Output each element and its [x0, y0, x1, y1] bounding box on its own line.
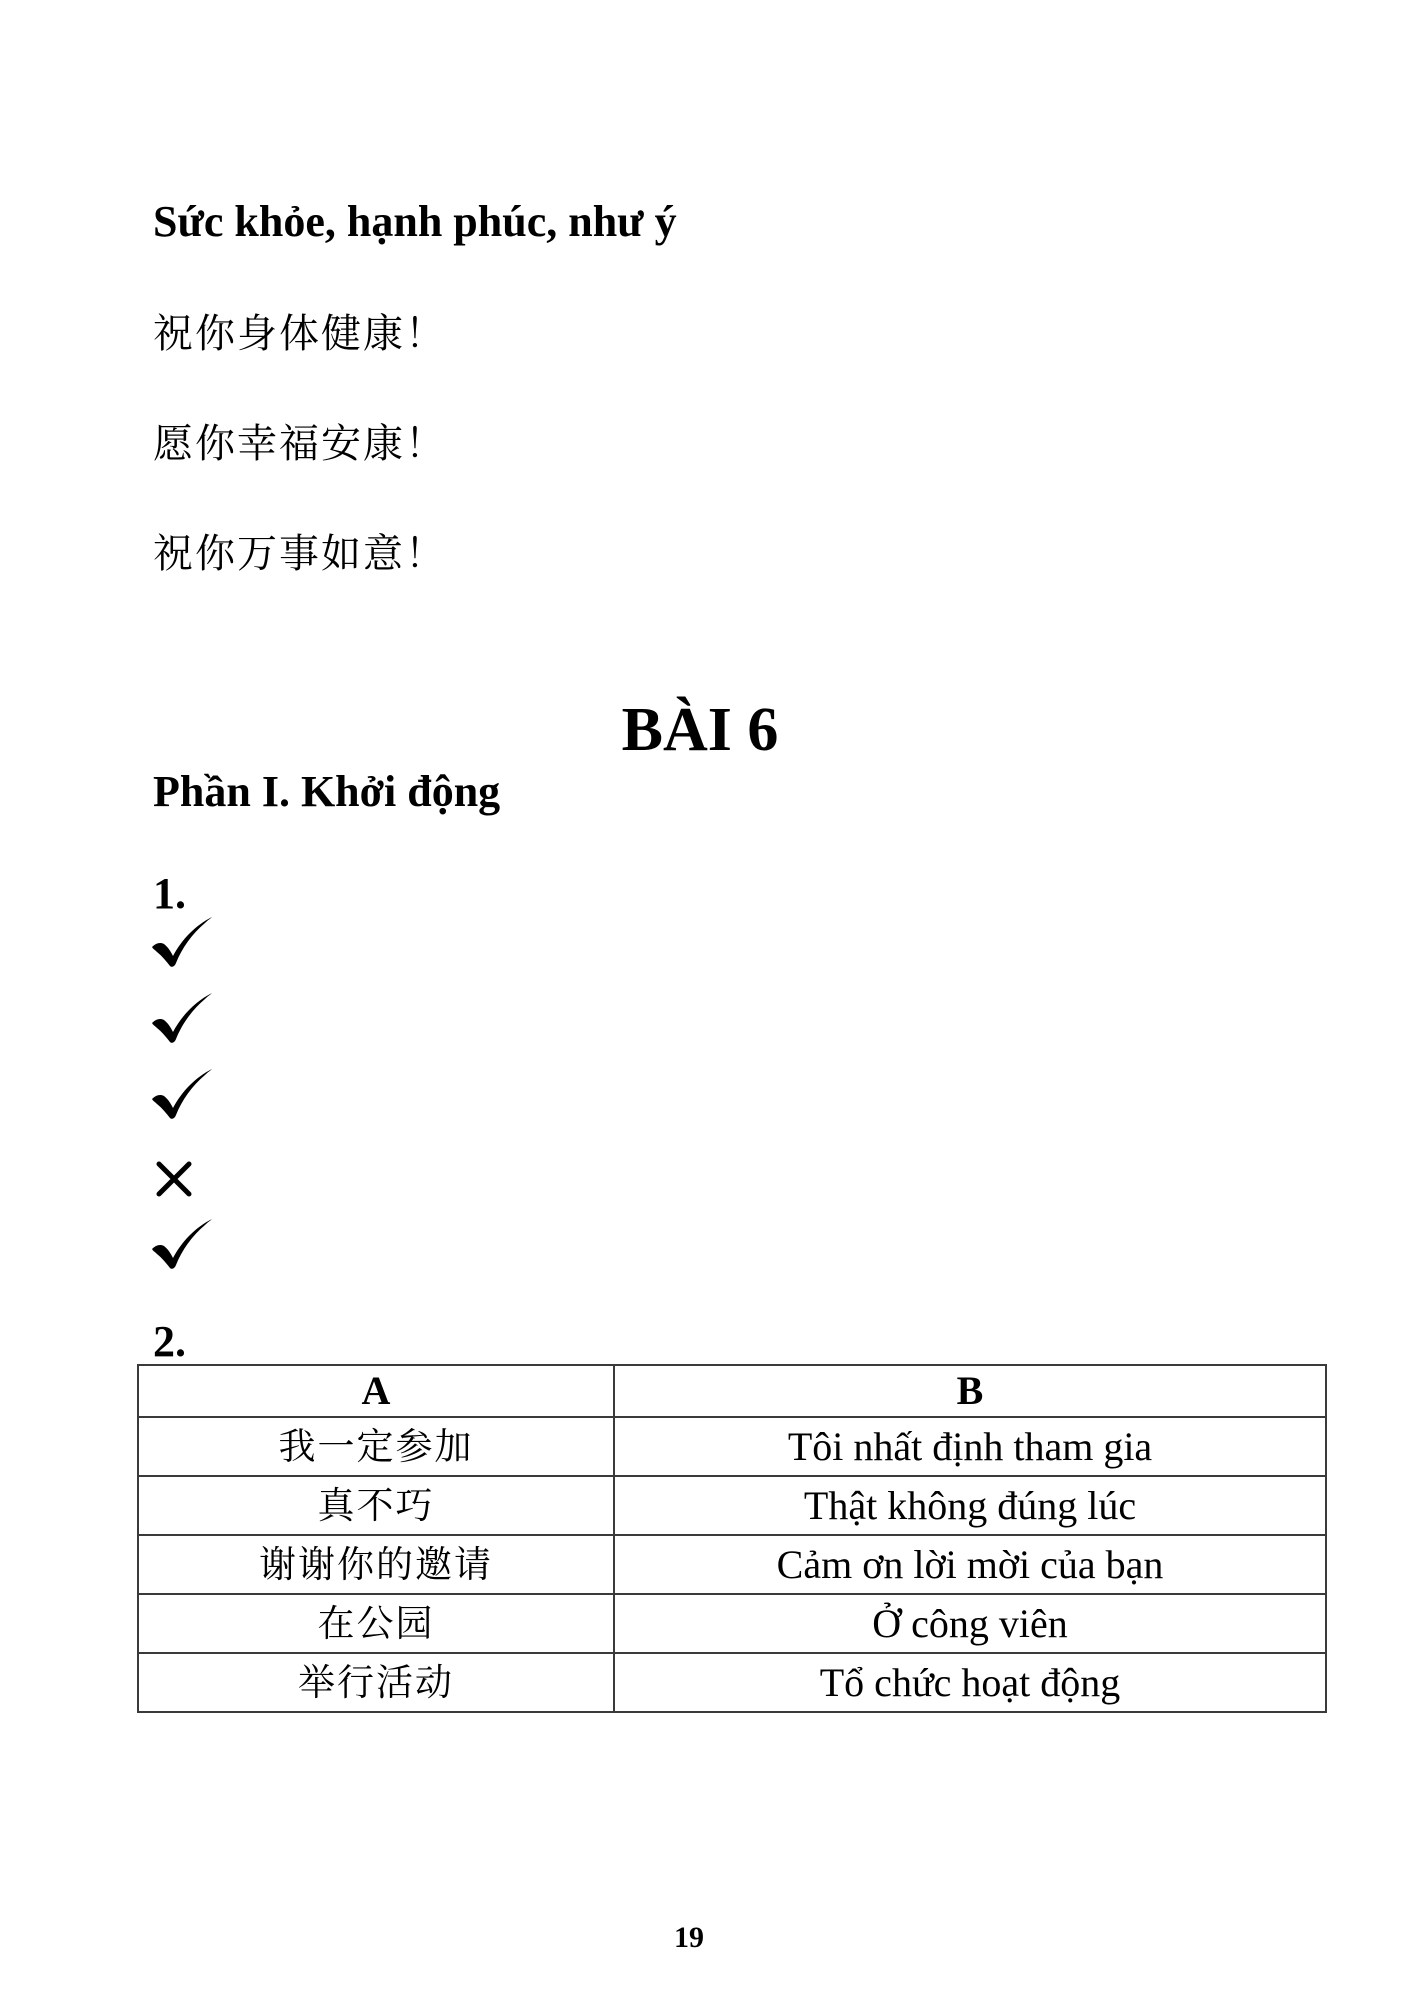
vietnamese-meaning-cell: Ở công viên — [614, 1594, 1326, 1653]
table-header-row — [138, 1365, 1326, 1417]
vietnamese-meaning-cell: Tôi nhất định tham gia — [614, 1417, 1326, 1476]
chinese-phrase-cell: 我一定参加 — [138, 1417, 614, 1476]
column-header-a: A — [138, 1365, 614, 1417]
check-icon — [150, 915, 214, 969]
vietnamese-meaning-cell: Tổ chức hoạt động — [614, 1653, 1326, 1712]
check-icon — [150, 1067, 214, 1121]
page-number: 19 — [674, 1921, 704, 1954]
greeting-heading: Sức khỏe, hạnh phúc, như ý — [153, 197, 677, 246]
table-row — [138, 1653, 1326, 1712]
table-row — [138, 1476, 1326, 1535]
exercise-1-number: 1. — [153, 869, 186, 918]
chinese-greeting-line: 祝你身体健康！ — [153, 311, 447, 357]
table-row — [138, 1417, 1326, 1476]
column-header-b: B — [614, 1365, 1326, 1417]
cross-icon — [155, 1160, 193, 1198]
vietnamese-meaning-cell: Cảm ơn lời mời của bạn — [614, 1535, 1326, 1594]
chinese-phrase-cell: 举行活动 — [138, 1653, 614, 1712]
chinese-greeting-line: 愿你幸福安康！ — [153, 421, 447, 467]
check-icon — [150, 1217, 214, 1271]
table-row — [138, 1594, 1326, 1653]
section-title: Phần I. Khởi động — [153, 767, 501, 816]
matching-table — [137, 1364, 1327, 1713]
chinese-phrase-cell: 在公园 — [138, 1594, 614, 1653]
chinese-phrase-cell: 真不巧 — [138, 1476, 614, 1535]
check-icon — [150, 991, 214, 1045]
table-row — [138, 1535, 1326, 1594]
vietnamese-meaning-cell: Thật không đúng lúc — [614, 1476, 1326, 1535]
chinese-phrase-cell: 谢谢你的邀请 — [138, 1535, 614, 1594]
chinese-greeting-line: 祝你万事如意！ — [153, 531, 447, 577]
lesson-title: BÀI 6 — [621, 696, 779, 764]
exercise-2-number: 2. — [153, 1317, 186, 1366]
